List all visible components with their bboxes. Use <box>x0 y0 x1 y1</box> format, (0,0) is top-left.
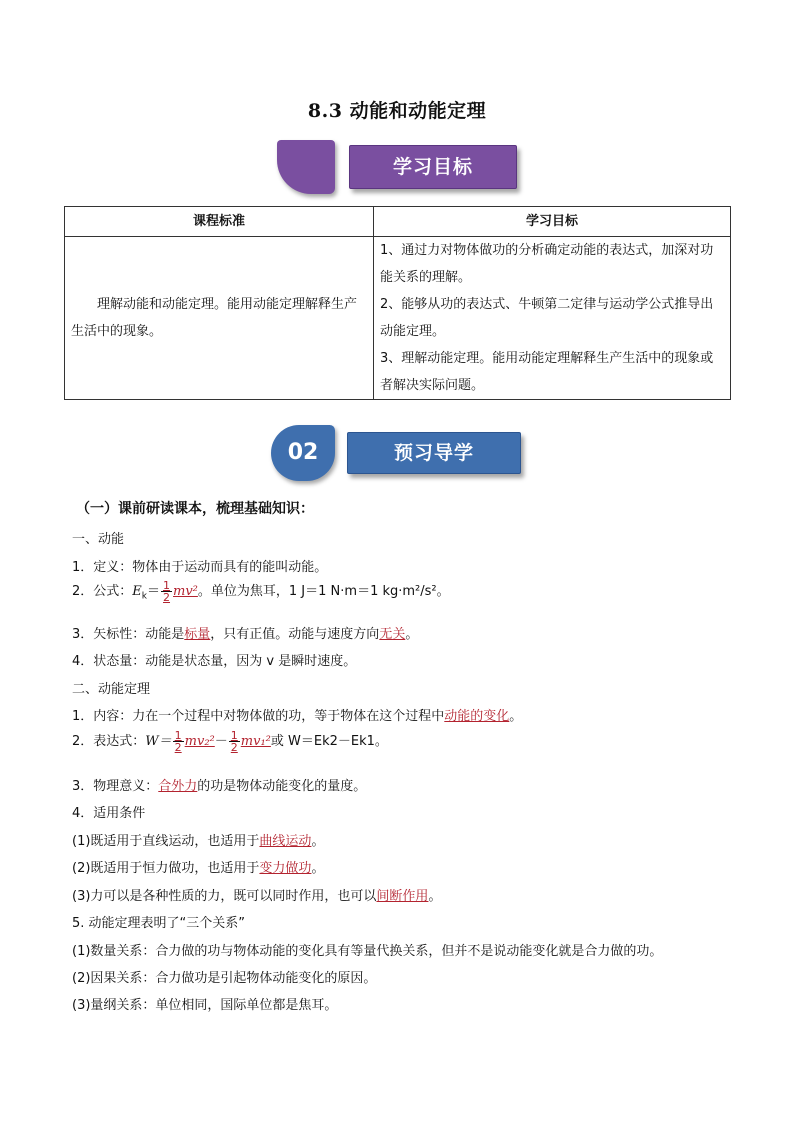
relation-2: (2)因果关系：合力做功是引起物体动能变化的原因。 <box>72 971 377 986</box>
answer-blank: 曲线运动 <box>259 834 312 849</box>
answer-blank: 合外力 <box>158 779 198 794</box>
goal-item: 1、通过力对物体做功的分析确定动能的表达式，加深对功能关系的理解。 <box>380 243 714 285</box>
answer-blank: mv² <box>173 584 198 599</box>
state-line: 4．状态量：动能是状态量，因为 v 是瞬时速度。 <box>72 654 357 669</box>
answer-blank: 无关 <box>379 627 406 642</box>
table-header-goals: 学习目标 <box>374 207 731 237</box>
content-line: 1．内容：力在一个过程中对物体做的功，等于物体在这个过程中动能的变化。 <box>72 709 523 724</box>
conditions-heading: 4．适用条件 <box>72 806 146 821</box>
banner-tab-shape <box>277 140 335 194</box>
fraction: $\frac{1}{2}$ <box>163 579 171 604</box>
relation-3: (3)量纲关系：单位相同，国际单位都是焦耳。 <box>72 998 338 1013</box>
answer-blank: mv₁² <box>240 734 271 749</box>
relation-1: (1)数量关系：合力做的功与物体动能的变化具有等量代换关系，但并不是说动能变化就是合力做的功。 <box>72 944 663 959</box>
condition-1: (1)既适用于直线运动，也适用于曲线运动。 <box>72 834 325 849</box>
part2-heading: 二、动能定理 <box>72 682 151 697</box>
answer-blank: 变力做功 <box>259 861 312 876</box>
definition-line: 1．定义：物体由于运动而具有的能叫动能。 <box>72 560 328 575</box>
banner-badge: 02 <box>271 425 335 481</box>
relations-heading: 5. 动能定理表明了“三个关系” <box>72 916 246 931</box>
banner-label: 学习目标 <box>349 145 517 189</box>
answer-blank: 动能的变化 <box>444 709 510 724</box>
table-cell-goals <box>374 237 731 400</box>
goal-item: 3、理解动能定理。能用动能定理解释生产生活中的现象或者解决实际问题。 <box>380 351 714 393</box>
table-cell-standard <box>65 237 374 400</box>
answer-blank: 标量 <box>184 627 211 642</box>
banner-label: 预习导学 <box>347 432 521 474</box>
condition-3: (3)力可以是各种性质的力，既可以同时作用，也可以间断作用。 <box>72 889 442 904</box>
part1-heading: 一、动能 <box>72 532 125 547</box>
goal-item: 2、能够从功的表达式、牛顿第二定律与运动学公式推导出动能定理。 <box>380 297 714 339</box>
standard-text: 理解动能和动能定理。能用动能定理解释生产生活中的现象。 <box>71 297 358 339</box>
scalar-line: 3．矢标性：动能是标量，只有正值。动能与速度方向无关。 <box>72 627 419 642</box>
condition-2: (2)既适用于恒力做功，也适用于变力做功。 <box>72 861 325 876</box>
meaning-line: 3．物理意义：合外力的功是物体动能变化的量度。 <box>72 779 367 794</box>
table-header-standard: 课程标准 <box>65 207 374 237</box>
answer-blank: 间断作用 <box>376 889 429 904</box>
expression-line: 2．表达式：W＝ $\frac{1}{2}$ mv₂²－ $\frac{1}{2}$ mv₁²或 W＝Ek2－Ek1。 <box>72 729 388 754</box>
goals-table <box>64 206 731 400</box>
answer-blank: mv₂² <box>184 734 215 749</box>
formula-line: 2．公式：$E_k=$ $\frac{1}{2}$ mv²。单位为焦耳，1 J＝1 N·m＝1 kg·m²/s²。 <box>72 579 450 604</box>
section-heading: （一）课前研读课本，梳理基础知识： <box>76 501 314 517</box>
page-title: 8.3 动能和动能定理 <box>307 100 487 122</box>
